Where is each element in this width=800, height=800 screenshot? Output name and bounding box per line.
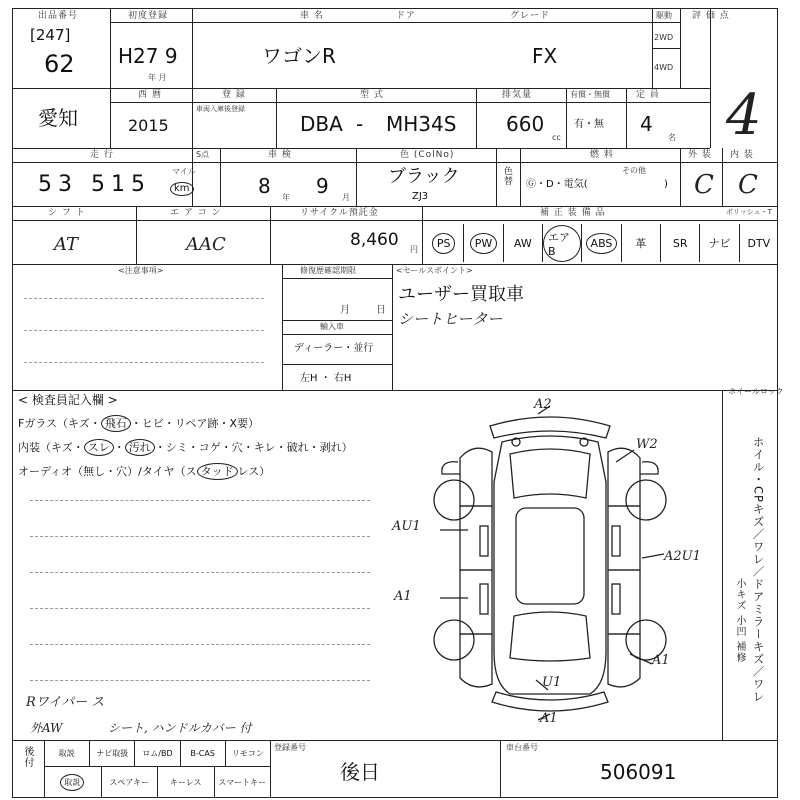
color-number: ZJ3 (412, 191, 429, 202)
damage-a1-right: A1 (652, 653, 670, 668)
footer-item-label: 取説 (60, 774, 84, 791)
drive-4wd: 4WD (654, 63, 674, 72)
mileage-label: 走 行 (90, 150, 114, 160)
wheel-lock-label: ホイールロック (728, 387, 784, 396)
equipment-item (739, 224, 778, 262)
km-unit: km (170, 182, 194, 196)
equipment-list (424, 224, 778, 262)
steering-side: 左H ・ 右H (300, 373, 352, 384)
capacity: 4 (640, 112, 653, 136)
footer-item (89, 740, 134, 766)
inspection-year-unit: 年 (282, 193, 290, 202)
recycle-amount: 8,460 (350, 230, 399, 250)
inspector-title: < 検査員記入欄 > (18, 393, 118, 407)
score-label: 評 価 点 (692, 11, 730, 21)
corrected-label: 修復歴確認期限 (300, 266, 356, 275)
damage-w2: W2 (636, 437, 658, 452)
car-name-label: 車 名 (300, 11, 324, 21)
vertical-legend: ホイル・CPキズ／ワレ／ドアミラーキズ／ワレ (751, 436, 766, 703)
circled-dirt: 汚れ (125, 439, 155, 456)
sales-label: <セールスポイント> (396, 266, 473, 275)
chassis-number: 506091 (600, 760, 677, 784)
registration-number: 後日 (340, 760, 380, 784)
circled-rub: スレ (84, 439, 114, 456)
ac-label: エ ア コ ン (170, 208, 222, 218)
footer-item (101, 766, 158, 798)
dealer-parallel: ディーラー・並行 (294, 343, 374, 354)
equipment-item-label: ナビ (708, 237, 731, 250)
fuel-other: その他 (622, 166, 646, 175)
footer-item-label: スペアキー (109, 777, 150, 787)
registration-number-label: 登録番号 (274, 743, 306, 752)
registered-sub: 車両入庫後登録 (196, 105, 245, 113)
footer-item-label: キーレス (169, 777, 202, 787)
equipment-item (542, 224, 581, 262)
first-registration-units: 年 月 (148, 73, 167, 82)
footer-item-label: リモコン (231, 748, 264, 758)
ac-value: AAC (186, 234, 226, 255)
chassis-number-label: 車台番号 (506, 743, 538, 752)
model-sep: - (356, 112, 364, 136)
year-value: 2015 (128, 116, 169, 135)
sales-line-1: ユーザー買取車 (398, 284, 524, 305)
import-label: 輸入車 (320, 322, 344, 331)
color-change-label: 色替 (501, 166, 512, 186)
damage-u1-rear: U1 (542, 675, 562, 690)
grade: FX (532, 44, 558, 68)
caution-label: <注意事項> (118, 266, 164, 275)
aftermarket-label: 後付 (22, 746, 33, 768)
shift-value: AT (54, 234, 79, 255)
inspection-month: 9 (316, 174, 329, 198)
equipment-item-label: エアB (543, 225, 581, 262)
recycle-unit: 円 (410, 245, 418, 254)
displacement: 660 (506, 112, 545, 136)
region: 愛知 (38, 106, 78, 130)
corner-label: ポリッシュ・T (726, 208, 772, 216)
equipment-label: 補 正 装 備 品 (540, 208, 606, 218)
capacity-label: 定 員 (636, 90, 660, 100)
color-label: 色 (ColNo) (400, 150, 455, 160)
cc-unit: cc (552, 133, 561, 142)
equipment-item (621, 224, 660, 262)
car-name: ワゴンR (262, 44, 336, 68)
handwritten-note-seat: シート, ハンドルカバー 付 (108, 721, 252, 735)
inspection-year: 8 (258, 174, 271, 198)
color: ブラック (388, 166, 460, 187)
footer-item (44, 766, 101, 798)
equipment-item (699, 224, 738, 262)
fuel-close: ) (664, 179, 668, 190)
equipment-item-label: ABS (586, 233, 618, 254)
damage-a2u1-right: A2U1 (664, 549, 701, 564)
exterior-label: 外 装 (688, 150, 712, 160)
s-label: S点 (196, 150, 210, 159)
notes-month: 月 (340, 305, 350, 316)
equipment-item (424, 224, 463, 262)
damage-a2-front: A2 (534, 397, 552, 412)
inspection-label: 車 検 (268, 150, 292, 160)
notes-day: 日 (376, 305, 386, 316)
first-registration-value: H27 9 (118, 44, 178, 68)
sales-line-2: シートヒーター (398, 310, 503, 328)
tax-value: 有・無 (574, 119, 604, 130)
drive-label: 駆動 (656, 11, 672, 20)
exterior-grade: C (694, 170, 714, 200)
equipment-item-label: DTV (747, 236, 771, 250)
displacement-label: 排気量 (502, 90, 533, 100)
fuel-options: Ⓖ・D・電気( (526, 179, 588, 190)
drive-2wd: 2WD (654, 33, 674, 42)
footer-item (214, 766, 271, 798)
footer-item (157, 766, 214, 798)
inspector-line-audio-tire: オーディオ（無し・穴）/タイヤ（ス タッド レス） (18, 465, 271, 478)
model-prefix: DBA (300, 112, 343, 136)
footer-item (44, 740, 89, 766)
model-code: MH34S (386, 112, 457, 136)
handwritten-note-wiper: Rワイパー ス (26, 695, 105, 710)
footer-item-label: ロム/BD (142, 748, 173, 758)
recycle-label: リサイクル預託金 (300, 208, 379, 218)
equipment-item-label: 革 (635, 237, 647, 250)
equipment-item (503, 224, 542, 262)
first-registration-label: 初度登録 (128, 11, 169, 21)
footer-item (134, 740, 179, 766)
fuel-label: 燃 料 (590, 150, 614, 160)
footer-item-label: ナビ取扱 (96, 748, 129, 758)
inspector-line-interior: 内装（キズ・ スレ ・ 汚れ ・シミ・コゲ・穴・キレ・破れ・剥れ） (18, 441, 353, 454)
year-label: 西 暦 (138, 90, 162, 100)
damage-au1-left: AU1 (392, 519, 421, 534)
lot-number: 62 (44, 50, 75, 78)
equipment-item (581, 224, 620, 262)
circled-chip: 飛石 (101, 415, 131, 432)
tax-label: 有償・無償 (570, 90, 610, 99)
footer-items-row2 (44, 766, 270, 798)
inspection-month-unit: 月 (342, 193, 350, 202)
footer-items-row1 (44, 740, 270, 766)
lot-prefix: [247] (30, 26, 71, 44)
door-label: ドア (396, 11, 416, 21)
equipment-item-label: AW (513, 236, 532, 250)
shift-label: シ フ ト (48, 208, 86, 218)
grade-label: グレード (510, 11, 551, 21)
lot-label: 出品番号 (38, 11, 79, 21)
damage-a1-rear: A1 (540, 711, 558, 726)
interior-grade: C (738, 170, 758, 200)
inspector-line-glass: Fガラス（キズ・ 飛石 ・ヒビ・リペア跡・X要） (18, 417, 260, 430)
footer-item (225, 740, 270, 766)
equipment-item (463, 224, 502, 262)
equipment-item-label: SR (672, 236, 688, 250)
handwritten-note-aw: 外AW (30, 721, 63, 735)
footer-item-label: 取説 (58, 748, 75, 758)
registered-label: 登 録 (222, 90, 246, 100)
model-label: 型 式 (360, 90, 384, 100)
footer-item-label: スマートキー (218, 777, 267, 787)
damage-a1-left: A1 (394, 589, 412, 604)
vertical-legend-sub: 小キズ 小凹 補修 (734, 578, 745, 664)
equipment-item (660, 224, 699, 262)
footer-item-label: B-CAS (190, 748, 215, 758)
circled-stud: タッド (197, 463, 238, 480)
mile-label: マイル (172, 167, 196, 176)
equipment-item-label: PW (470, 233, 498, 254)
footer-item (180, 740, 225, 766)
capacity-unit: 名 (668, 133, 676, 142)
equipment-item-label: PS (432, 233, 456, 254)
score-value: 4 (726, 83, 762, 148)
interior-label: 内 装 (730, 150, 754, 160)
mileage: 53 515 (38, 172, 151, 197)
